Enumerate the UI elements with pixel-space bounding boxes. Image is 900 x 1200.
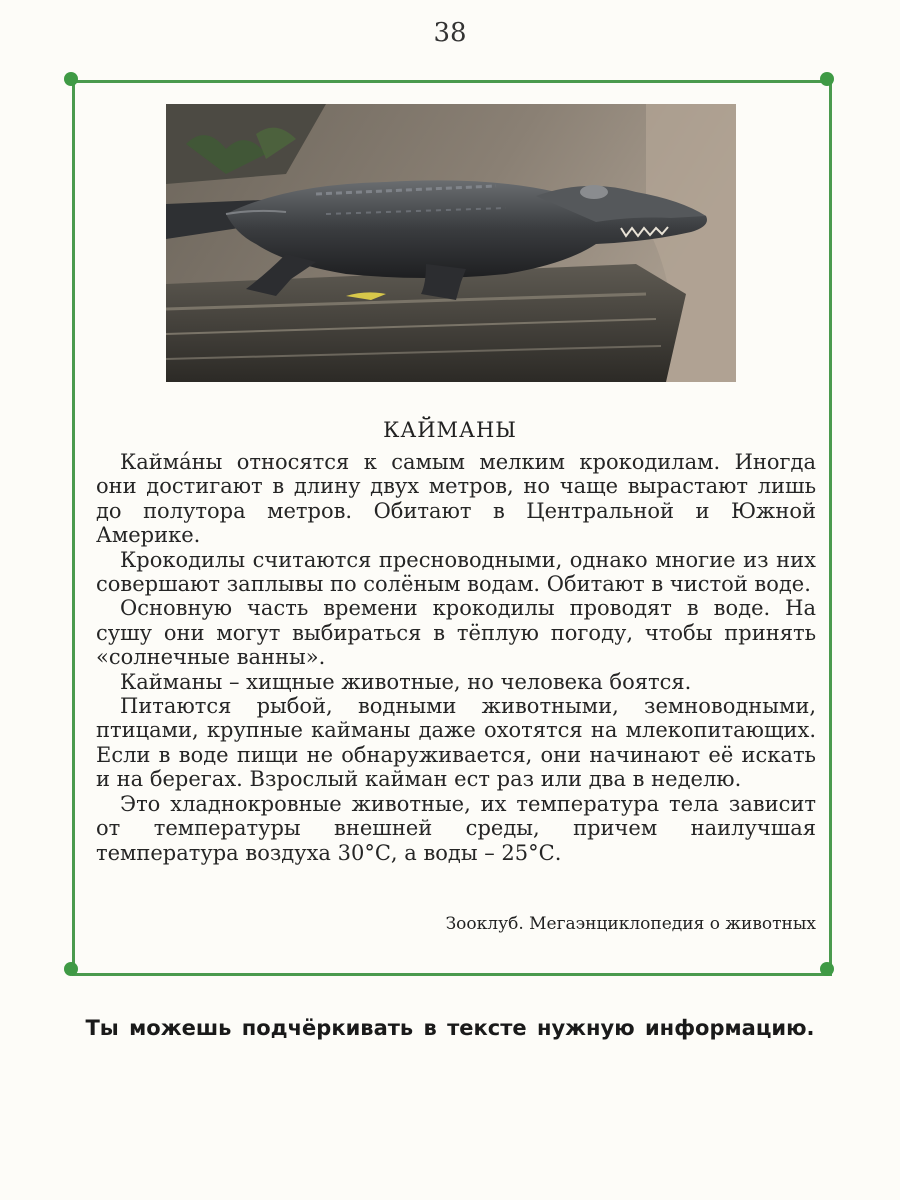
paragraph: Кайма́ны относятся к самым мелким крокодилам. Иногда они достигают в длину двух метров, но чаще вырастают лишь до полутора метров. Обитают в Центральной и Южной Америке. <box>96 450 816 548</box>
frame-corner-dot <box>820 962 834 976</box>
caiman-photo <box>166 104 736 382</box>
frame-corner-dot <box>64 962 78 976</box>
frame-corner-dot <box>64 72 78 86</box>
page-number: 38 <box>433 18 467 48</box>
frame-corner-dot <box>820 72 834 86</box>
article-title: КАЙМАНЫ <box>383 418 517 442</box>
paragraph: Питаются рыбой, водными животными, земноводными, птицами, крупные кайманы даже охотятся на млекопитающих. Если в воде пищи не обнаруживается, они начинают её искать и на берегах. Взрослый кайман ест раз или два в неделю. <box>96 694 816 792</box>
article-body <box>96 450 816 865</box>
paragraph: Это хладнокровные животные, их температура тела зависит от температуры внешней среды, причем наилучшая температура воздуха 30°С, а воды – 25°С. <box>96 791 816 865</box>
hint-text: Ты можешь подчёркивать в тексте нужную информацию. <box>85 1016 815 1040</box>
paragraph: Крокодилы считаются пресноводными, однако многие из них совершают заплывы по солёным водам. Обитают в чистой воде. <box>96 547 816 597</box>
paragraph: Кайманы – хищные животные, но человека боятся. <box>120 669 692 694</box>
source-citation: Зооклуб. Мегаэнциклопедия о животных <box>445 914 816 934</box>
paragraph: Основную часть времени крокодилы проводят в воде. На сушу они могут выбираться в тёплую погоду, чтобы принять «солнечные ванны». <box>96 596 816 670</box>
